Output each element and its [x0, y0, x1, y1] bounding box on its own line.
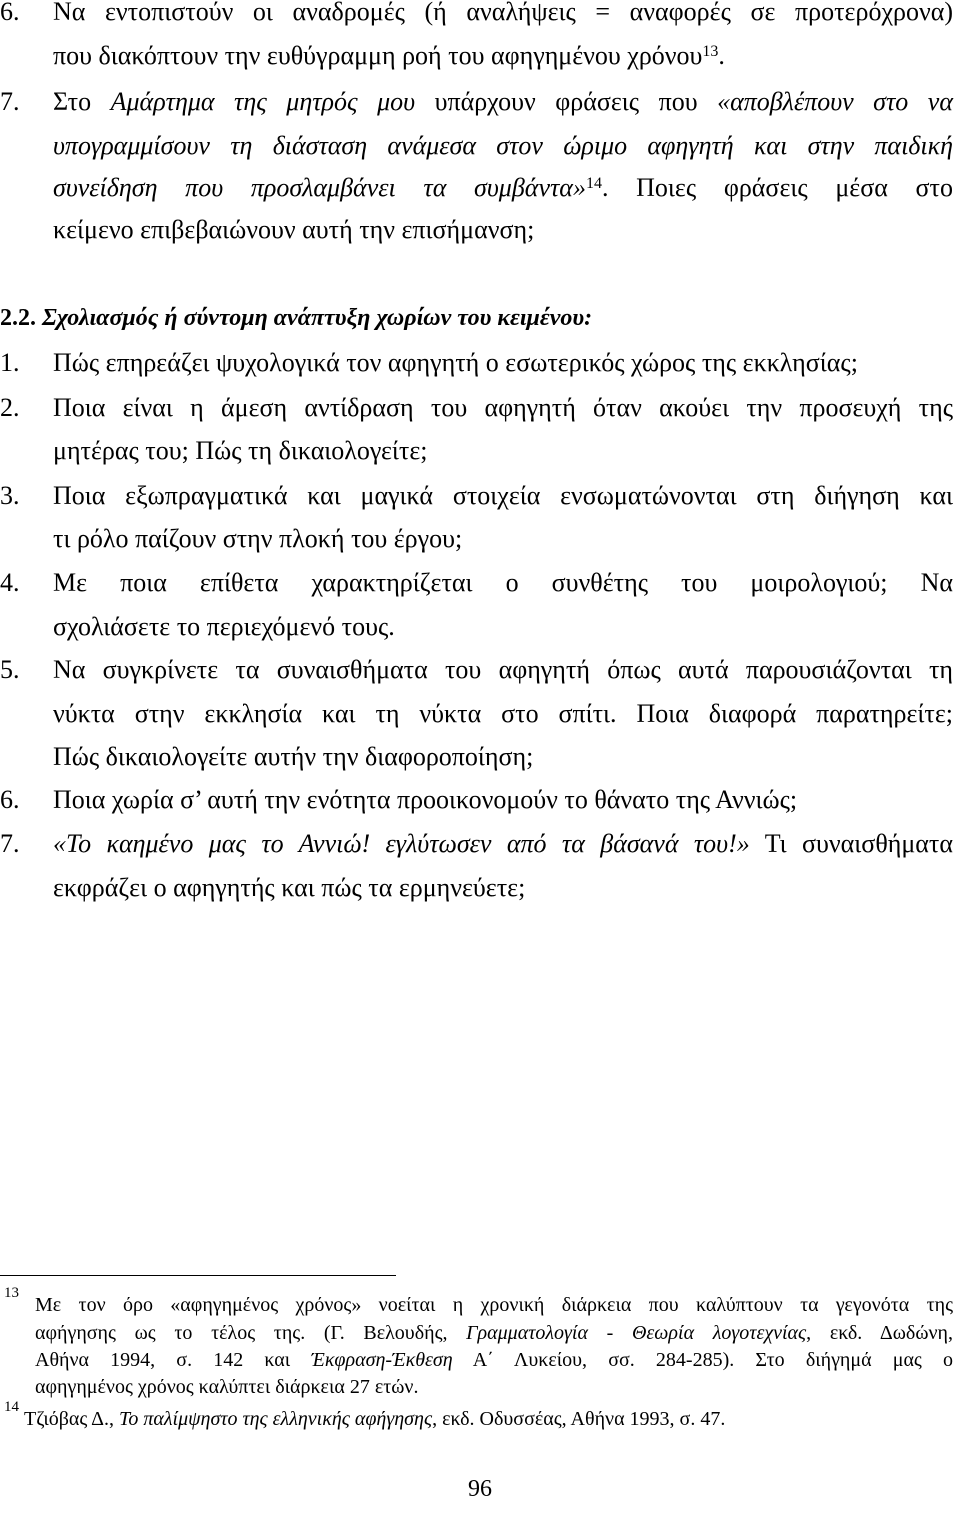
text-run: Α΄ Λυκείου, σσ. 284-285). Στο διήγημά μας ο [452, 1349, 953, 1371]
item-6-line-2 [53, 40, 725, 72]
item-text-line: κείμενο επιβεβαιώνουν αυτή την επισήμανση; [53, 215, 535, 244]
item-text-line: υπογραμμίσουν τη διάσταση ανάμεσα στον ώριμο αφηγητή και στην παιδική [53, 131, 953, 160]
item-number: 6. [0, 0, 20, 26]
text-run: Στο [53, 87, 111, 116]
footnote-13-line [35, 1320, 953, 1346]
section-heading [0, 302, 592, 334]
question-text: Με ποια επίθετα χαρακτηρίζεται ο συνθέτης του μοιρολογιού; Να [53, 568, 953, 597]
question-text: μητέρας του; Πώς τη δικαιολογείτε; [53, 436, 428, 465]
work-title: Αμάρτημα της μητρός μου [110, 87, 416, 116]
book-title: Γραμματολογία - Θεωρία λογοτεχνίας [466, 1322, 807, 1344]
quote-text: συνείδηση που προσλαμβάνει τα συμβάντα» [53, 173, 586, 202]
question-text: Ποια εξωπραγματικά και μαγικά στοιχεία ενσωματώνονται στη διήγηση και [53, 481, 953, 510]
footnote-separator [0, 1275, 396, 1276]
item-text-end: . [718, 41, 725, 70]
footnote-marker: 13 [4, 1285, 19, 1301]
question-number: 7. [0, 829, 20, 858]
question-text: εκφράζει ο αφηγητής και πώς τα ερμηνεύετε; [53, 873, 526, 902]
section-title: Σχολιασμός ή σύντομη ανάπτυξη χωρίων του κειμένου: [42, 305, 593, 331]
text-run: Αθήνα 1994, σ. 142 και [35, 1349, 312, 1371]
footnote-13-line [35, 1347, 953, 1373]
question-text: Να συγκρίνετε τα συναισθήματα του αφηγητή όπως αυτά παρουσιάζονται τη [53, 655, 953, 684]
question-number: 1. [0, 348, 20, 377]
question-number: 5. [0, 655, 20, 684]
question-text: τι ρόλο παίζουν στην πλοκή του έργου; [53, 524, 463, 553]
item-text-line: που διακόπτουν την ευθύγραμμη ροή του αφηγημένου χρόνου [53, 41, 703, 70]
footnote-13-line: αφηγημένος χρόνος καλύπτει διάρκεια 27 ετών. [35, 1376, 419, 1398]
question-text: Ποια είναι η άμεση αντίδραση του αφηγητή όταν ακούει την προσευχή της [53, 393, 953, 422]
book-title: Έκφραση-Έκθεση [311, 1349, 453, 1371]
text-run: . Ποιες φράσεις μέσα στο [601, 173, 953, 202]
question-number: 3. [0, 481, 20, 510]
question-number: 2. [0, 393, 20, 422]
question-text: νύκτα στην εκκλησία και τη νύκτα στο σπίτι. Ποια διαφορά παρατηρείτε; [53, 699, 953, 728]
quote-text: «αποβλέπουν στο να [717, 87, 953, 116]
page-number: 96 [468, 1476, 492, 1502]
footnote-ref-13[interactable]: 13 [702, 43, 719, 60]
footnote-marker: 14 [4, 1399, 19, 1415]
question-text: σχολιάσετε το περιεχόμενό τους. [53, 612, 395, 641]
footnote-14-line [24, 1406, 725, 1432]
question-number: 6. [0, 785, 20, 814]
item-7-line-3 [53, 172, 953, 204]
question-text: Ποια χωρία σ’ αυτή την ενότητα προοικονομούν το θάνατο της Αννιώς; [53, 785, 798, 814]
question-text [53, 828, 953, 860]
question-text: Πώς επηρεάζει ψυχολογικά τον αφηγητή ο εσωτερικός χώρος της εκκλησίας; [53, 348, 858, 377]
text-run: υπάρχουν φράσεις που [415, 87, 718, 116]
question-text: Πώς δικαιολογείτε αυτήν την διαφοροποίηση; [53, 742, 534, 771]
text-run: , εκδ. Δωδώνη, [806, 1322, 953, 1344]
text-run: , εκδ. Οδυσσέας, Αθήνα 1993, σ. 47. [432, 1408, 726, 1430]
quote-text: «Το καημένο μας το Αννιώ! εγλύτωσεν από τα βάσανά του!» [53, 829, 750, 858]
question-number: 4. [0, 568, 20, 597]
footnote-13-line: Με τον όρο «αφηγημένος χρόνος» νοείται η χρονική διάρκεια που καλύπτουν τα γεγονότα της [35, 1294, 953, 1316]
item-text-line: Να εντοπιστούν οι αναδρομές (ή αναλήψεις = αναφορές σε προτερόχρονα) [53, 0, 953, 26]
item-text-line [53, 86, 953, 118]
text-run: Τι συναισθήματα [749, 829, 954, 858]
book-title: Το παλίμψηστο της ελληνικής αφήγησης [119, 1408, 433, 1430]
footnote-ref-14[interactable]: 14 [585, 175, 602, 192]
item-number: 7. [0, 87, 20, 116]
text-run: αφήγησης ως το τέλος της. (Γ. Βελουδής, [35, 1322, 467, 1344]
text-run: Τζιόβας Δ., [24, 1408, 120, 1430]
section-number: 2.2. [0, 305, 36, 331]
